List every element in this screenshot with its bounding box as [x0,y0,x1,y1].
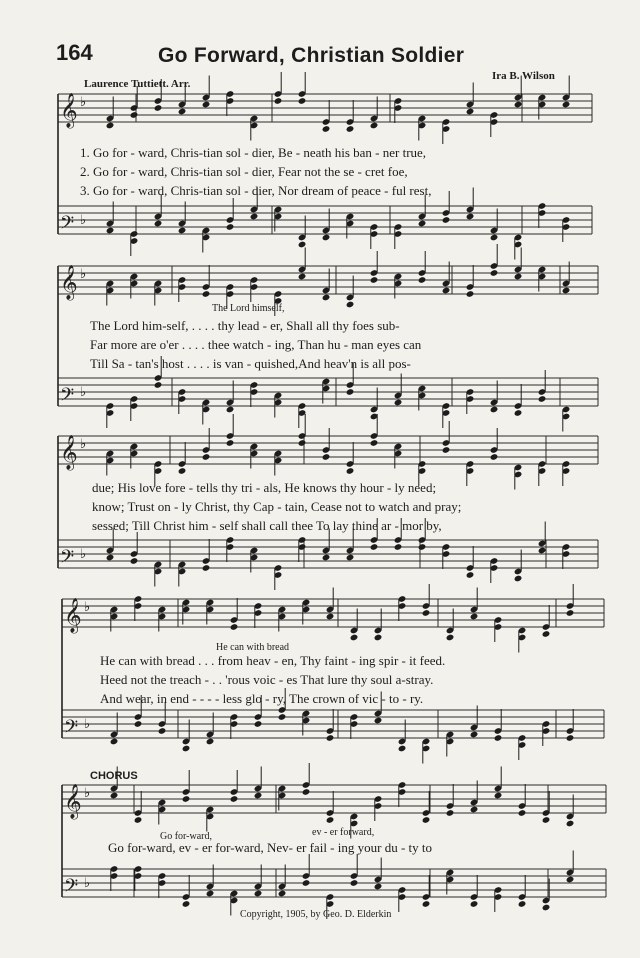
note-head [322,453,331,461]
note-head [178,108,187,116]
note-head [106,122,115,130]
verse-3-line-3: sessed; Till Christ him - self shall call thee To lay thine ar - mor by, [92,518,442,533]
note-head [514,101,523,109]
note-head [346,467,355,475]
note-head [346,301,355,309]
note-head [514,409,523,417]
note-head [542,816,551,824]
note-head [490,453,499,461]
note-head [566,609,575,617]
note-head [226,439,235,447]
flat-key-signature-icon: ♭ [80,437,87,452]
note-head [298,439,307,447]
flat-key-signature-icon: ♭ [80,547,87,562]
note-head [322,234,331,242]
note-head [134,816,143,824]
note-head [326,734,335,742]
flat-key-signature-icon: ♭ [80,213,87,228]
note-head [374,717,383,725]
note-head [298,273,307,281]
verse-3-line-1: 3. Go for - ward, Chris-tian sol - dier, Nor dream of peace - ful rest, [80,183,432,198]
note-head [178,467,187,475]
note-head [350,634,359,642]
note-head [130,111,139,119]
note-head [466,108,475,116]
note-head [394,543,403,551]
note-head [442,287,451,295]
treble-clef-icon: 𝄞 [60,265,78,300]
note-head [370,543,379,551]
note-head [154,104,163,112]
note-head [470,613,479,621]
note-head [418,220,427,228]
note-head [254,792,263,800]
flat-key-signature-icon: ♭ [84,786,91,801]
note-head [490,406,499,414]
cue-text-2: He can with bread [216,642,290,653]
note-head [494,792,503,800]
note-head [538,395,547,403]
lyricist-credit: Laurence Tuttiett. Arr. [84,78,191,90]
note-head [518,900,527,908]
verse-3-line-2: Till Sa - tan's host . . . . is van - quished,And heav'n is all pos- [90,356,411,371]
note-head [370,276,379,284]
treble-clef-icon: 𝄞 [60,93,78,128]
note-head [442,216,451,224]
note-head [254,890,263,898]
bass-clef-icon: 𝄢 [60,385,75,410]
bass-clef-icon: 𝄢 [64,876,79,901]
note-head [370,122,379,130]
note-head [254,720,263,728]
note-head [326,613,335,621]
note-head [202,564,211,572]
note-head [134,720,143,728]
note-head [274,97,283,105]
verse-1-line-1: 1. Go for - ward, Chris-tian sol - dier, Be - neath his ban - ner true, [80,145,427,160]
note-head [302,788,311,796]
note-head [514,273,523,281]
note-head [538,547,547,555]
bass-clef-icon: 𝄢 [60,213,75,238]
hymn-title: Go Forward, Christian Soldier [158,44,465,67]
note-head [394,399,403,407]
bass-clef-icon: 𝄢 [64,717,79,742]
verse-2-line-4: Heed not the treach - . . 'rous voic - es That lure thy soul a-stray. [100,672,434,687]
note-head [106,227,115,235]
treble-clef-icon: 𝄞 [64,784,82,819]
note-head [346,388,355,396]
flat-key-signature-icon: ♭ [84,717,91,732]
verse-3-line-4: And wear, in end - - - - less glo - ry, The crown of vic - to - ry. [100,691,424,706]
note-head [350,879,359,887]
note-head [370,439,379,447]
flat-key-signature-icon: ♭ [80,385,87,400]
chorus-lyrics: Go for-ward, ev - er for-ward, Nev- er fail - ing your du - ty to [108,840,432,855]
verse-2-line-1: 2. Go for - ward, Chris-tian sol - dier, Fear not the se - cret foe, [80,164,408,179]
note-head [562,287,571,295]
note-head [470,900,479,908]
note-head [422,900,431,908]
chorus-cue-2: ev - er forward, [312,827,375,838]
note-head [514,575,523,583]
treble-clef-icon: 𝄞 [60,435,78,470]
note-head [230,623,239,631]
note-head [206,890,215,898]
note-head [322,125,331,133]
note-head [158,727,167,735]
note-head [202,453,211,461]
note-head [182,745,191,753]
note-head [566,876,575,884]
note-head [298,97,307,105]
note-head [226,406,235,414]
note-head [346,554,355,562]
flat-key-signature-icon: ♭ [80,95,87,110]
note-head [302,879,311,887]
note-head [202,290,211,298]
note-head [494,734,503,742]
note-head [446,634,455,642]
verse-1-line-3: due; His love fore - tells thy tri - als, He knows thy hour - ly need; [92,480,437,495]
note-head [542,630,551,638]
verse-1-line-4: He can with bread . . . from heav - en, Thy faint - ing spir - it feed. [100,653,446,668]
clef-and-key-signatures [60,93,90,901]
note-head [466,213,475,221]
note-head [326,816,335,824]
note-head [566,734,575,742]
note-head [490,269,499,277]
flat-key-signature-icon: ♭ [80,267,87,282]
note-head [130,557,139,565]
note-head [110,792,119,800]
note-head [374,883,383,891]
note-head [518,809,527,817]
note-head [230,795,239,803]
note-head [470,731,479,739]
note-head [418,276,427,284]
treble-clef-icon: 𝄞 [64,598,82,633]
note-head [446,809,455,817]
note-head [422,609,431,617]
note-head [182,795,191,803]
note-head [206,738,215,746]
copyright-notice: Copyright, 1905, by Geo. D. Elderkin [240,909,392,920]
bass-clef-icon: 𝄢 [60,547,75,572]
composer-credit: Ira B. Wilson [492,70,555,82]
note-head [466,571,475,579]
note-head [542,904,551,912]
note-head [278,890,287,898]
note-head [250,213,259,221]
note-head [442,446,451,454]
verse-2-line-3: know; Trust on - ly Christ, thy Cap - tain, Cease not to watch and pray; [92,499,462,514]
note-head [374,634,383,642]
note-head [322,294,331,302]
note-head [490,234,499,242]
note-head [182,900,191,908]
note-head [154,381,163,389]
hymn-number: 164 [56,40,93,65]
cue-text-1: The Lord himself, [212,303,285,314]
flat-key-signature-icon: ♭ [84,876,91,891]
note-head [154,220,163,228]
note-head [110,738,119,746]
note-head [298,241,307,249]
note-head [202,101,211,109]
note-head [322,554,331,562]
note-head [106,554,115,562]
chorus-cue-1: Go for-ward, [160,831,213,842]
verse-2-line-2: Far more are o'er . . . . thee watch - ing, Than hu - man eyes can [90,337,422,352]
verse-1-line-2: The Lord him-self, . . . . thy lead - er, Shall all thy foes sub- [90,318,400,333]
note-head [398,745,407,753]
note-head [466,290,475,298]
note-head [470,806,479,814]
flat-key-signature-icon: ♭ [84,600,91,615]
note-head [418,543,427,551]
chorus-label: CHORUS [90,770,138,782]
note-head [566,820,575,828]
note-head [422,816,431,824]
note-head [346,125,355,133]
note-head [562,101,571,109]
note-head [226,223,235,231]
note-head [178,227,187,235]
note-head [278,713,287,721]
